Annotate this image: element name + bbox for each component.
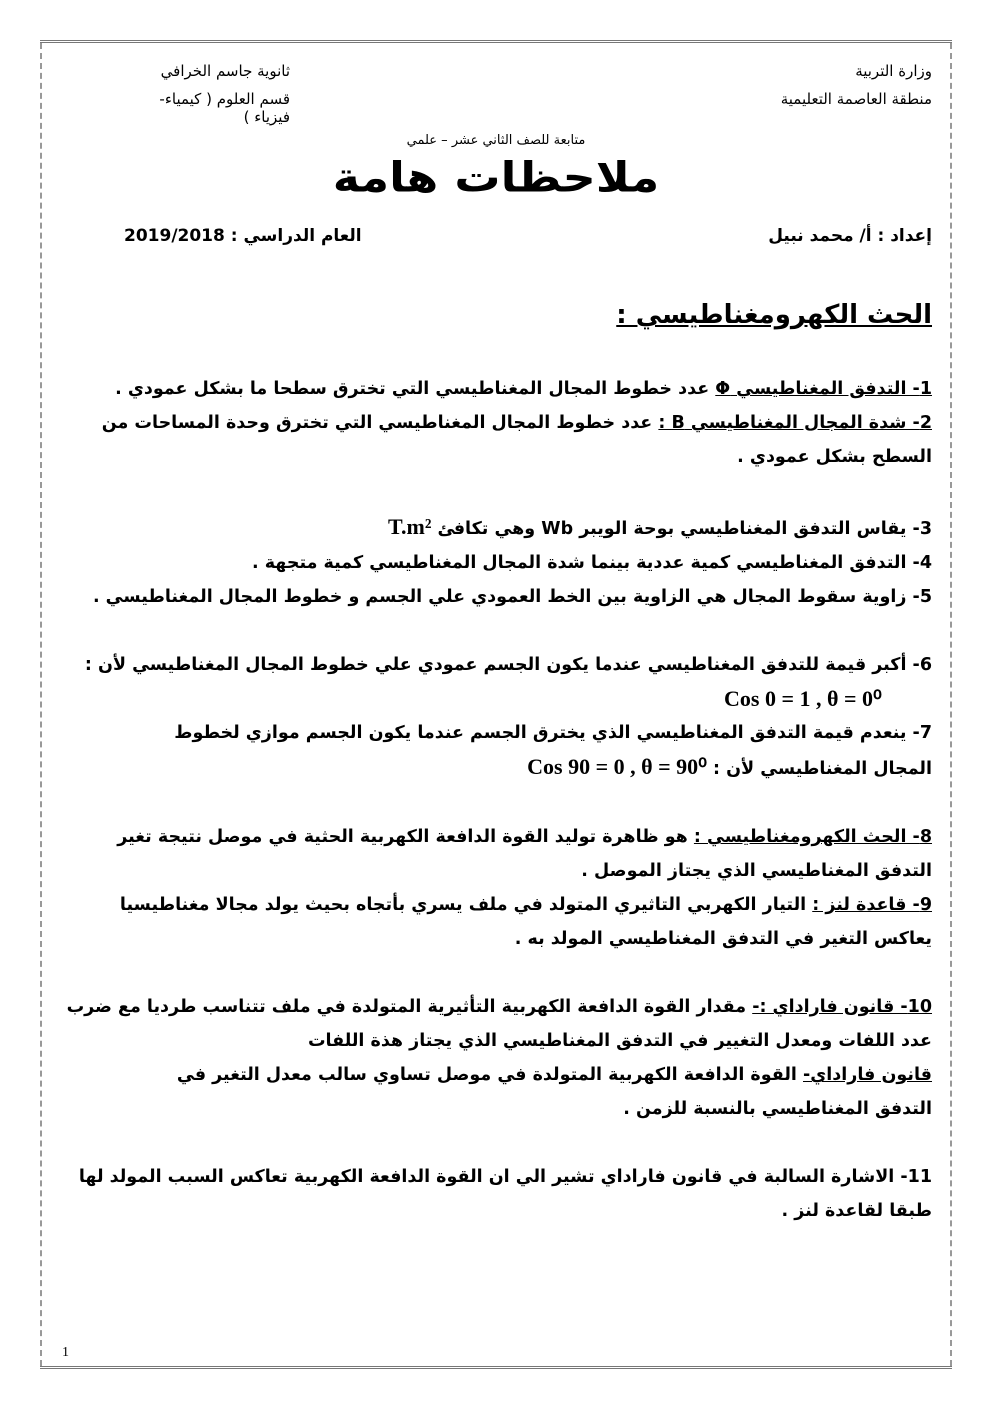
section-title: الحث الكهرومغناطيسي : — [616, 300, 932, 330]
notes-body — [60, 372, 932, 1228]
note-6: 6- أكبر قيمة للتدفق المغناطيسي عندما يكون الجسم عمودي علي خطوط المجال المغناطيسي لأن : — [84, 655, 932, 675]
page-title: ملاحظات هامة — [332, 152, 660, 202]
note-10 — [60, 990, 932, 1058]
note-5: 5- زاوية سقوط المجال هي الزاوية بين الخط العمودي علي الجسم و خطوط المجال المغناطيسي . — [92, 587, 932, 607]
note-11: 11- الاشارة السالبة في قانون فاراداي تشير الي ان القوة الدافعة الكهربية تعاكس السبب المولد لها طبقا لقاعدة لنز . — [78, 1167, 932, 1221]
border-left — [40, 43, 42, 1366]
note-10b-text: القوة الدافعة الكهربية المتولدة في موصل تساوي سالب معدل التغير في التدفق المغناطيسي بالنسبة للزمن . — [176, 1065, 932, 1119]
note-7-equation: Cos 90 = 0 , θ = 90⁰ — [527, 754, 707, 779]
border-right — [950, 43, 952, 1366]
note-3-text: 3- يقاس التدفق المغناطيسي بوحة الويبر Wb وهي تكافئ — [437, 519, 932, 539]
spacer — [60, 786, 932, 820]
ministry-name: وزارة التربية — [855, 62, 932, 80]
note-10-label: 10- قانون فاراداي :- — [752, 997, 932, 1017]
note-1-label: 1- التدفق المغناطيسي Φ — [715, 379, 932, 399]
note-8-label: 8- الحث الكهرومغناطيسي : — [693, 827, 932, 847]
note-8 — [60, 820, 932, 888]
note-4: 4- التدفق المغناطيسي كمية عددية بينما شدة المجال المغناطيسي كمية متجهة . — [251, 553, 932, 573]
school-name: ثانوية جاسم الخرافي — [160, 62, 290, 80]
academic-year — [124, 226, 362, 246]
note-3 — [60, 510, 932, 546]
note-10b — [60, 1058, 932, 1126]
spacer — [60, 474, 932, 510]
note-2-label: 2- شدة المجال المغناطيسي B : — [658, 413, 932, 433]
spacer — [60, 956, 932, 990]
note-1 — [60, 372, 932, 406]
page-number: 1 — [62, 1345, 69, 1360]
spacer — [60, 1126, 932, 1160]
note-3-unit: T.m² — [387, 514, 432, 539]
department-name: قسم العلوم ( كيمياء- فيزياء ) — [159, 90, 290, 126]
note-9-label: 9- قاعدة لنز : — [812, 895, 932, 915]
note-2 — [60, 406, 932, 474]
year-value: 2019/2018 — [124, 226, 225, 246]
spacer — [60, 614, 932, 648]
note-10-text: مقدار القوة الدافعة الكهربية التأثيرية المتولدة في ملف تتناسب طرديا مع ضرب عدد اللفات ومعدل التغيير في التدفق المغناطيسي الذي يجتاز هذة اللفات — [66, 997, 932, 1051]
note-6-equation: Cos 0 = 1 , θ = 0⁰ — [724, 686, 882, 711]
grade-subtitle: متابعة للصف الثاني عشر – علمي — [406, 133, 586, 148]
note-10b-label: قانون فاراداي- — [803, 1065, 932, 1085]
district-name: منطقة العاصمة التعليمية — [780, 90, 932, 108]
note-9 — [60, 888, 932, 956]
note-8-text: هو ظاهرة توليد القوة الدافعة الكهربية الحثية في موصل نتيجة تغير التدفق المغناطيسي الذي يجتاز الموصل . — [117, 827, 932, 881]
note-7 — [60, 716, 932, 786]
year-label: العام الدراسي : — [230, 226, 362, 246]
note-9-text: التيار الكهربي التاثيري المتولد في ملف يسري بأتجاه بحيث يولد مجالا مغناطيسيا يعاكس التغير في التدفق المغناطيسي المولد به . — [119, 895, 932, 949]
note-2-text: عدد خطوط المجال المغناطيسي التي تخترق وحدة المساحات من السطح بشكل عمودي . — [101, 413, 932, 467]
note-7-text: 7- ينعدم قيمة التدفق المغناطيسي الذي يخترق الجسم عندما يكون الجسم موازي لخطوط المجال المغناطيسي لأن : — [174, 723, 932, 779]
note-1-text: عدد خطوط المجال المغناطيسي التي تخترق سطحا ما بشكل عمودي . — [115, 379, 710, 399]
prepared-by: إعداد : أ/ محمد نبيل — [768, 226, 932, 246]
